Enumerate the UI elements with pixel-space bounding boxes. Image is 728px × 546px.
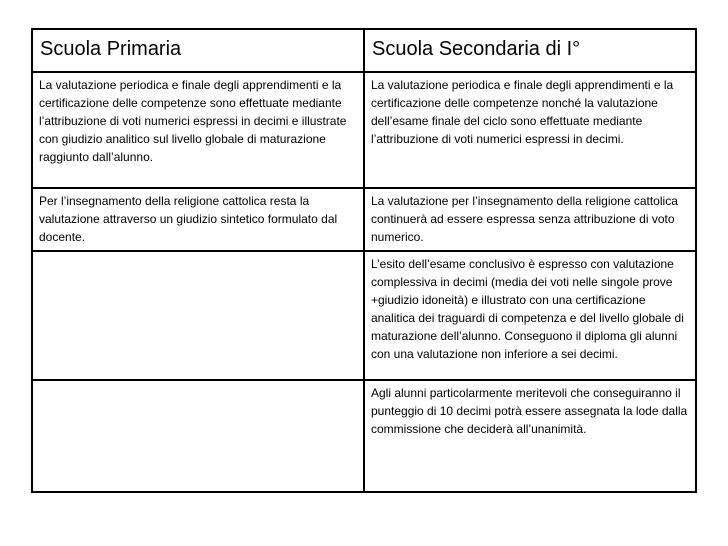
table-cell: [364, 72, 696, 188]
table-cell: [364, 188, 696, 251]
table-cell: [364, 380, 696, 492]
header-scuola-secondaria: [364, 29, 696, 72]
cell-text: La valutazione periodica e finale degli apprendimenti e la certificazione delle competenze sono effettuate mediante l’attribuzione di voti numerici espressi in decimi e illustrate con giudizio analitico sul livello globale di maturazione raggiunto dall’alunno.: [39, 78, 347, 164]
header-label: Scuola Primaria: [40, 38, 182, 60]
header-scuola-primaria: [32, 29, 364, 72]
table-cell: [364, 251, 696, 380]
cell-text: La valutazione per l’insegnamento della religione cattolica continuerà ad essere espressa senza attribuzione di voto numerico.: [371, 194, 678, 244]
table-row: [32, 380, 696, 492]
table-cell-empty: [32, 380, 364, 492]
cell-text: Agli alunni particolarmente meritevoli che conseguiranno il punteggio di 10 decimi potrà essere assegnata la lode dalla commissione che deciderà all’unanimità.: [371, 386, 688, 436]
table-header-row: [32, 29, 696, 72]
comparison-table: [31, 28, 697, 493]
table-row: [32, 72, 696, 188]
cell-text: La valutazione periodica e finale degli apprendimenti e la certificazione delle competenze nonché la valutazione dell’esame finale del ciclo sono effettuate mediante l’attribuzione di voti numerici espressi in decimi.: [371, 78, 674, 146]
table-row: [32, 188, 696, 251]
cell-text: Per l’insegnamento della religione cattolica resta la valutazione attraverso un giudizio sintetico formulato dal docente.: [39, 194, 338, 244]
header-label: Scuola Secondaria di I°: [372, 38, 581, 60]
table-cell-empty: [32, 251, 364, 380]
table-row: [32, 251, 696, 380]
table-cell: [32, 72, 364, 188]
table-cell: [32, 188, 364, 251]
cell-text: L’esito dell’esame conclusivo è espresso con valutazione complessiva in decimi (media dei voti nelle singole prove +giudizio idoneità) e illustrato con una certificazione analitica dei traguardi di competenza e del livello globale di maturazione dell’alunno. Conseguono il diploma gli alunni con una valutazione non inferiore a sei decimi.: [371, 257, 684, 361]
